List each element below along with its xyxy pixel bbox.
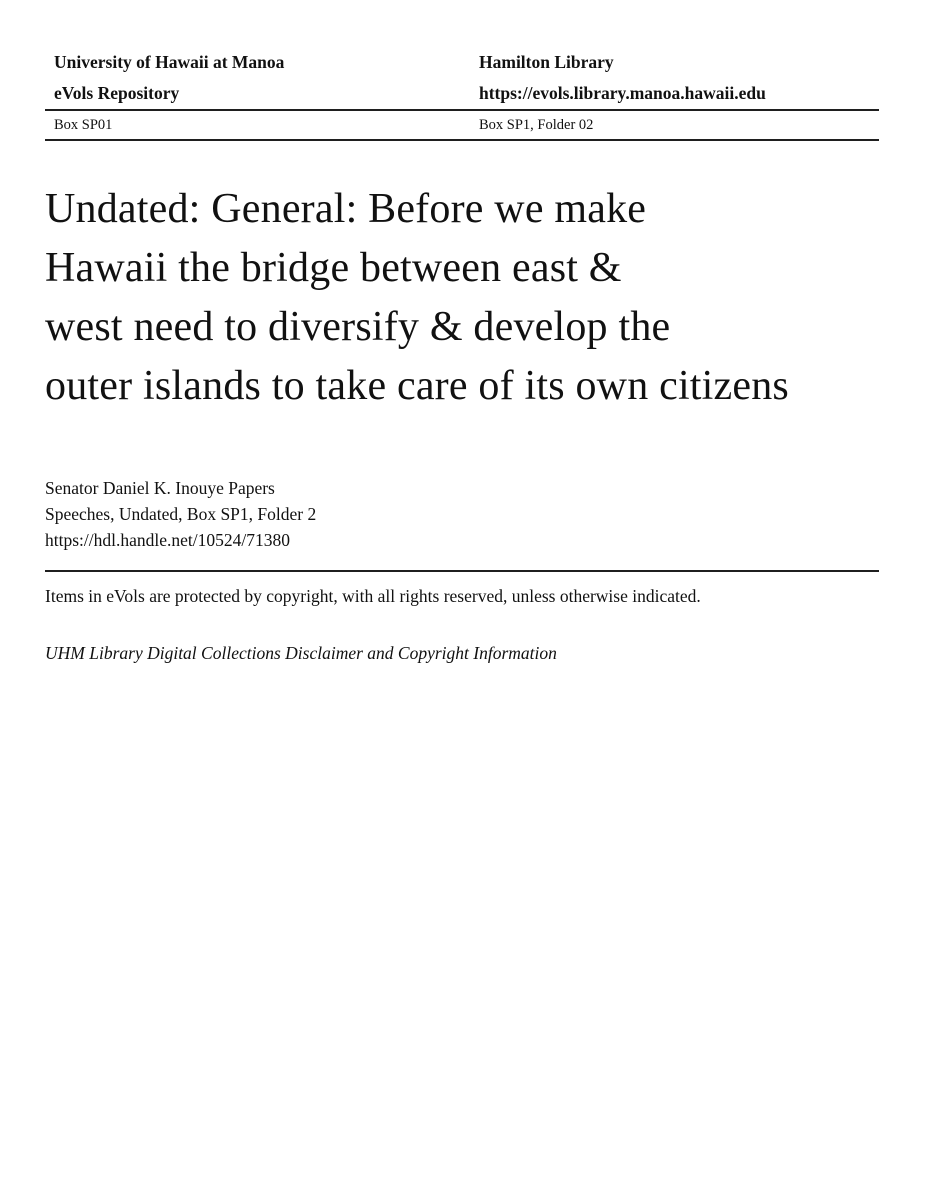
box-info-row [45, 111, 879, 141]
title-line-4: outer islands to take care of its own citizens [45, 363, 789, 409]
item-location: Speeches, Undated, Box SP1, Folder 2 [45, 504, 317, 524]
header-left-column [45, 47, 470, 109]
title-line-2: Hawaii the bridge between east & [45, 245, 622, 291]
repository-url-link[interactable]: https://evols.library.manoa.hawaii.edu [479, 83, 766, 103]
document-title [45, 180, 879, 416]
handle-url-link[interactable]: https://hdl.handle.net/10524/71380 [45, 530, 290, 550]
library-name: Hamilton Library [479, 52, 614, 72]
copyright-notice: Items in eVols are protected by copyright, with all rights reserved, unless otherwise indicated. [45, 586, 701, 606]
institution-name: University of Hawaii at Manoa [54, 52, 285, 72]
footer-divider [45, 570, 879, 572]
title-line-1: Undated: General: Before we make [45, 186, 647, 232]
header-right-column [470, 47, 879, 109]
header-top-row [45, 47, 879, 111]
box-label-right: Box SP1, Folder 02 [479, 116, 594, 133]
collection-name: Senator Daniel K. Inouye Papers [45, 478, 275, 498]
disclaimer-link[interactable]: UHM Library Digital Collections Disclaimer and Copyright Information [45, 643, 557, 663]
title-line-3: west need to diversify & develop the [45, 304, 671, 350]
citation-block [45, 475, 879, 553]
repository-name: eVols Repository [54, 83, 180, 103]
document-header [45, 47, 879, 141]
box-label-left: Box SP01 [54, 116, 113, 133]
